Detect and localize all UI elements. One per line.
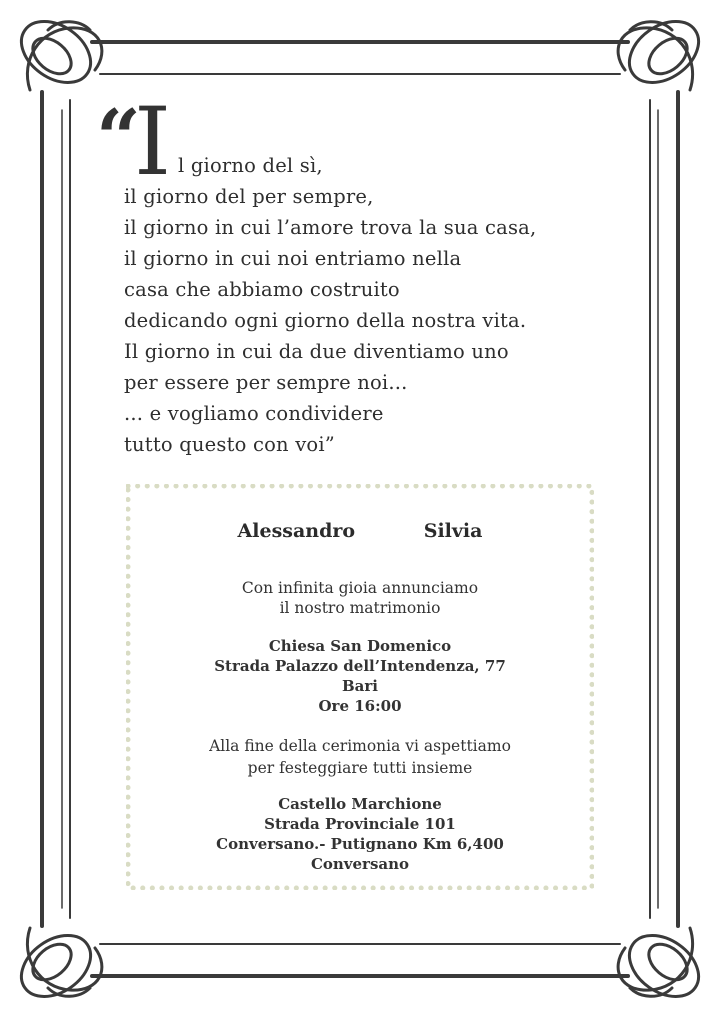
quote-line: il giorno del per sempre, [124,185,374,208]
opening-quote-mark: “ [96,93,141,184]
groom-name: Alessandro [237,520,356,542]
reception-intro-line: per festeggiare tutti insieme [247,759,473,777]
reception-address: Strada Provinciale 101 [264,815,456,833]
reception-road: Conversano.- Putignano Km 6,400 [216,835,504,853]
quote-line: dedicando ogni giorno della nostra vita. [124,309,527,332]
church-name: Chiesa San Domenico [268,637,452,655]
reception-venue: Castello Marchione [278,795,442,813]
bride-name: Silvia [423,520,483,542]
quote-line: per essere per sempre noi... [124,371,408,394]
couple-names [126,520,594,542]
invitation-card [126,484,594,890]
quote-line: casa che abbiamo costruito [124,278,400,301]
quote-line: ... e vogliamo condividere [124,402,384,425]
quote-line: il giorno in cui noi entriamo nella [124,247,462,270]
drop-cap: I [134,88,172,197]
reception-city: Conversano [310,855,410,873]
reception-intro-line: Alla fine della cerimonia vi aspettiamo [209,737,511,755]
quote-line: tutto questo con voi” [124,433,335,456]
quote-line: l giorno del sì, [178,154,323,177]
announcement-line: il nostro matrimonio [279,599,441,617]
announcement-line: Con infinita gioia annunciamo [241,579,479,597]
church-address: Strada Palazzo dell’Intendenza, 77 [214,657,506,675]
church-city: Bari [342,677,378,695]
ceremony-time: Ore 16:00 [318,697,402,715]
quote-line: Il giorno in cui da due diventiamo uno [124,340,509,363]
quote-line: il giorno in cui l’amore trova la sua casa, [124,216,537,239]
